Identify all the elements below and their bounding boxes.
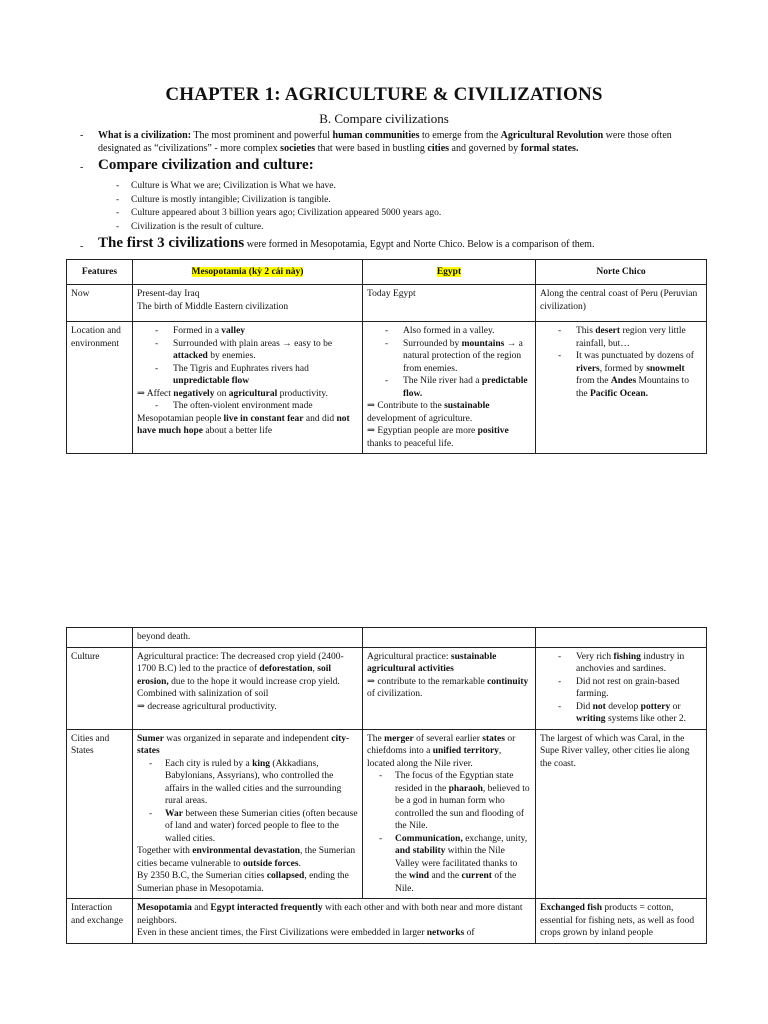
table-row [67, 729, 707, 899]
table-row [67, 285, 707, 322]
list-item: - Culture appeared about 3 billion years ago; Civilization appeared 5000 years ago. [116, 207, 676, 221]
header-mesopotamia: Mesopotamia (kỳ 2 cái này) [133, 260, 363, 285]
header-norte-chico: Norte Chico [536, 260, 707, 285]
header-egypt: Egypt [363, 260, 536, 285]
civilization-definition: - What is a civilization: The most prominent and powerful human communities to emerge from the Agricultural Revolution were those often designated as “civilizations” - more complex societies that were based in bustling cities and governed by formal states. [80, 130, 672, 154]
cell: - Also formed in a valley. - Surrounded by mountains → a natural protection of the region from enemies. - The Nile river had a predictable flow. ⇒ Contribute to the sustainable development of agriculture. ⇒ Egyptian people are more positive thanks to peaceful life. [363, 322, 536, 454]
first-three-heading: The first 3 civilizations [98, 235, 245, 251]
list-item: - Culture is mostly intangible; Civilization is tangible. [116, 194, 676, 208]
cell: Mesopotamia and Egypt interacted frequently with each other and with both near and more distant neighbors. Even in these ancient times, the First Civilizations were embedded in larger networks of [133, 899, 536, 944]
cell: Along the central coast of Peru (Peruvian civilization) [536, 285, 707, 322]
comparison-table-part2 [66, 627, 707, 944]
cell: Exchanged fish products = cotton, essential for fishing nets, as well as food crops grown by inland people [536, 899, 707, 944]
definition-lead: What is a civilization: [98, 130, 192, 141]
compare-list [116, 180, 676, 234]
compare-heading: - Compare civilization and culture: [80, 157, 314, 173]
cell: Sumer was organized in separate and independent city-states - Each city is ruled by a king (Akkadians, Babylonians, Assyrians), who controlled the affairs in the walled cities and the surrounding rural areas. - War between these Sumerian cities (often because of land and water) forced people to flee to the walled cities. Together with environmental devastation, the Sumerian cities became vulnerable to outside forces. By 2350 B.C, the Sumerian cities collapsed, ending the Sumerian phase in Mesopotamia. [133, 729, 363, 899]
cell: - Very rich fishing industry in anchovies and sardines. - Did not rest on grain-based farming. - Did not develop pottery or writing systems like other 2. [536, 647, 707, 729]
cell: Agricultural practice: sustainable agricultural activities ⇒ contribute to the remarkable continuity of civilization. [363, 647, 536, 729]
table-row [67, 899, 707, 944]
cell: - Formed in a valley - Surrounded with plain areas → easy to be attacked by enemies. - The Tigris and Euphrates rivers had unpredictable flow ⇒ Affect negatively on agricultural productivity. - The often-violent environment made Mesopotamian people live in constant fear and did not have much hope about a better life [133, 322, 363, 454]
first-three-text: were formed in Mesopotamia, Egypt and Norte Chico. Below is a comparison of them. [246, 239, 595, 250]
cell: Agricultural practice: The decreased crop yield (2400-1700 B.C) led to the practice of deforestation, soil erosion, due to the hope it would increase crop yield. Combined with salinization of soil ⇒ decrease agricultural productivity. [133, 647, 363, 729]
cell: Today Egypt [363, 285, 536, 322]
cell: The merger of several earlier states or chiefdoms into a unified territory, located along the Nile river. - The focus of the Egyptian state resided in the pharaoh, believed to be a god in human form who controlled the sun and flooding of the Nile. - Communication, exchange, unity, and stability within the Nile Valley were facilitated thanks to the wind and the current of the Nile. [363, 729, 536, 899]
cell: Present-day Iraq The birth of Middle Eastern civilization [133, 285, 363, 322]
chapter-title: CHAPTER 1: AGRICULTURE & CIVILIZATIONS [165, 84, 603, 105]
row-label: Cities and States [67, 729, 133, 899]
comparison-table-part1 [66, 259, 707, 454]
cell: The largest of which was Caral, in the Supe River valley, other cities lie along the coast. [536, 729, 707, 899]
header-features: Features [67, 260, 133, 285]
cell: beyond death. [133, 628, 363, 648]
row-label: Location and environment [67, 322, 133, 454]
row-label: Now [67, 285, 133, 322]
row-label: Culture [67, 647, 133, 729]
table-header-row [67, 260, 707, 285]
first-three-intro: - The first 3 civilizations were formed in Mesopotamia, Egypt and Norte Chico. Below is a comparison of them. [80, 235, 595, 252]
section-subtitle: B. Compare civilizations [319, 111, 449, 126]
row-label: Interaction and exchange [67, 899, 133, 944]
list-item: - Civilization is the result of culture. [116, 221, 676, 235]
table-row [67, 628, 707, 648]
list-item: - Culture is What we are; Civilization is What we have. [116, 180, 676, 194]
table-row [67, 647, 707, 729]
table-row [67, 322, 707, 454]
cell: - This desert region very little rainfall, but… - It was punctuated by dozens of rivers, formed by snowmelt from the Andes Mountains to the Pacific Ocean. [536, 322, 707, 454]
